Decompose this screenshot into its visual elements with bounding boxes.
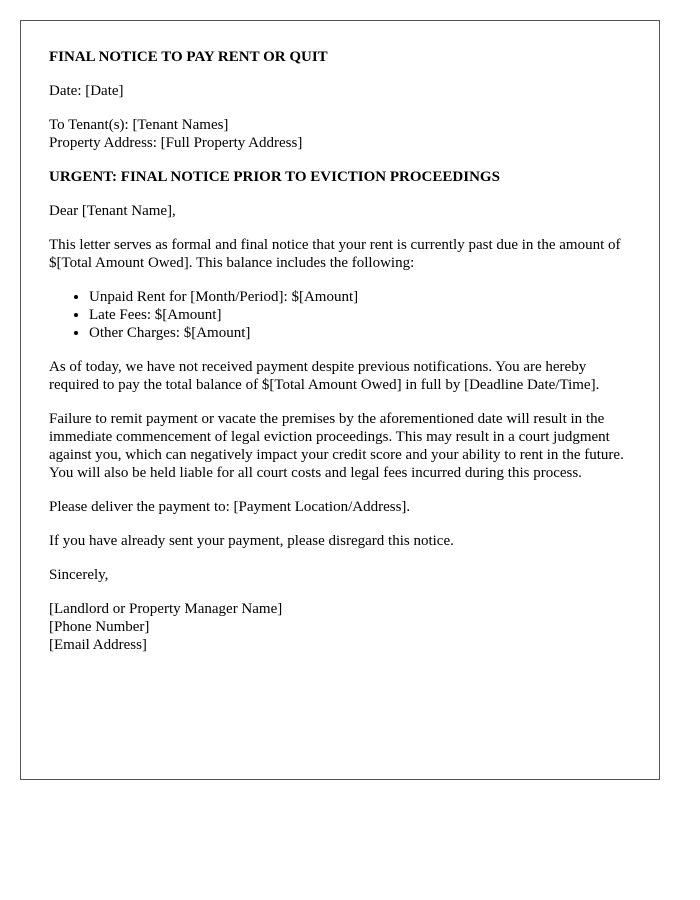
signer-email: [Email Address]	[49, 637, 147, 653]
list-item: • Late Fees: $[Amount]	[89, 306, 631, 324]
closing: Sincerely,	[49, 567, 109, 583]
consequence-paragraph: Failure to remit payment or vacate the premises by the aforementioned date will result in the immediate commencement of legal eviction proceedings. This may result in a court judgment against you, which can negatively impact your credit score and your ability to rent in the future. You will also be held liable for all court costs and legal fees incurred during this process.	[49, 411, 624, 481]
salutation: Dear [Tenant Name],	[49, 203, 176, 219]
intro-paragraph: This letter serves as formal and final notice that your rent is currently past due in the amount of $[Total Amount Owed]. This balance includes the following:	[49, 237, 621, 271]
urgent-heading: URGENT: FINAL NOTICE PRIOR TO EVICTION PROCEEDINGS	[49, 169, 500, 185]
date-line: Date: [Date]	[49, 83, 124, 99]
list-item: • Other Charges: $[Amount]	[89, 324, 631, 342]
payment-paragraph: As of today, we have not received payment despite previous notifications. You are hereby required to pay the total balance of $[Total Amount Owed] in full by [Deadline Date/Time].	[49, 359, 600, 393]
charges-list	[49, 288, 631, 342]
delivery-paragraph: Please deliver the payment to: [Payment Location/Address].	[49, 499, 411, 515]
recipient-block	[49, 116, 631, 152]
signer-name: [Landlord or Property Manager Name]	[49, 601, 283, 617]
tenant-line: To Tenant(s): [Tenant Names]	[49, 117, 229, 133]
notice-title: FINAL NOTICE TO PAY RENT OR QUIT	[49, 49, 328, 65]
property-address-line: Property Address: [Full Property Address]	[49, 135, 303, 151]
signer-phone: [Phone Number]	[49, 619, 150, 635]
notice-document	[20, 20, 660, 780]
list-item: • Unpaid Rent for [Month/Period]: $[Amount]	[89, 288, 631, 306]
signature-block	[49, 600, 631, 654]
disregard-paragraph: If you have already sent your payment, please disregard this notice.	[49, 533, 454, 549]
